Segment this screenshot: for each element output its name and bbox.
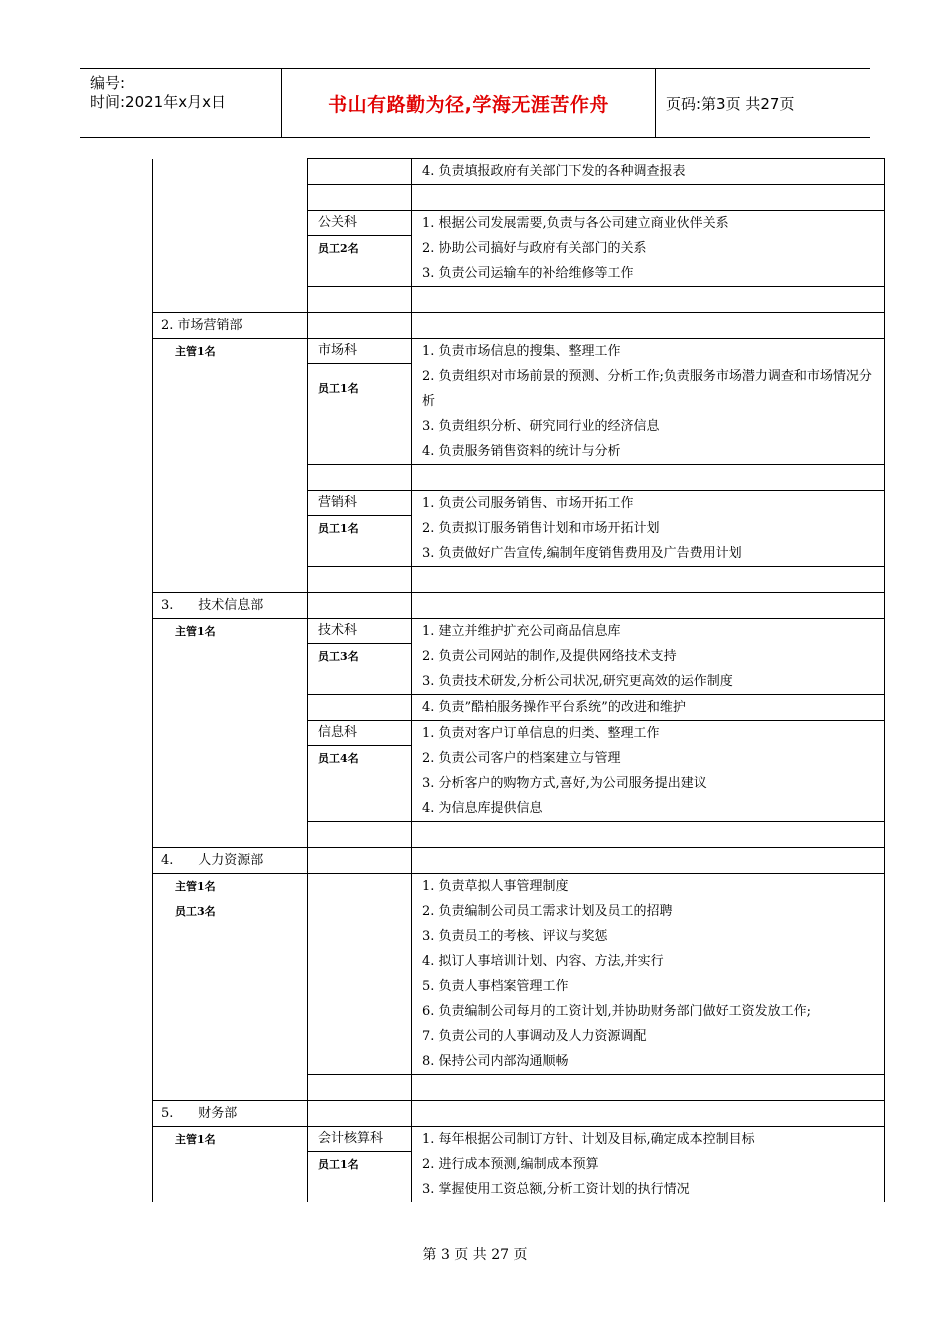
doc-time-label: 时间:2021年x月x日 [90, 93, 226, 111]
duty-item: 5. 负责人事档案管理工作 [422, 979, 569, 994]
manager-count: 主管1名 [175, 880, 216, 893]
duty-item: 2. 协助公司搞好与政府有关部门的关系 [422, 241, 647, 256]
duty-item: 3. 负责公司运输车的补给维修等工作 [422, 266, 634, 281]
duty-item: 1. 负责市场信息的搜集、整理工作 [422, 344, 621, 359]
duty-item: 8. 保持公司内部沟通顺畅 [422, 1054, 569, 1069]
section-pr [308, 211, 412, 287]
dept-title: 2. 市场营销部 [161, 318, 243, 333]
duty-item: 3. 分析客户的购物方式,喜好,为公司服务提出建议 [422, 776, 707, 791]
duty-item: 4. 负责填报政府有关部门下发的各种调查报表 [422, 164, 686, 179]
duty-item: 4. 为信息库提供信息 [422, 801, 543, 816]
duty-item: 4. 拟订人事培训计划、内容、方法,并实行 [422, 954, 664, 969]
page-header [80, 68, 870, 138]
duty-item: 2. 负责公司网站的制作,及提供网络技术支持 [422, 649, 677, 664]
staff-count: 员工4名 [318, 752, 359, 765]
org-table-wrapper [152, 158, 884, 1202]
duty-item: 2. 负责公司客户的档案建立与管理 [422, 751, 621, 766]
duty-item: 1. 根据公司发展需要,负责与各公司建立商业伙伴关系 [422, 216, 729, 231]
dept-title: 4. 人力资源部 [161, 853, 264, 868]
staff-count: 员工1名 [318, 522, 359, 535]
header-left-cell [80, 69, 282, 137]
section-info [308, 721, 412, 822]
duty-item: 3. 负责技术研发,分析公司状况,研究更高效的运作制度 [422, 674, 733, 689]
section-name: 技术科 [308, 619, 411, 644]
section-name: 市场科 [308, 339, 411, 364]
dept-title: 3. 技术信息部 [161, 598, 264, 613]
header-motto-cell [282, 69, 656, 137]
duty-item: 4. 负责服务销售资料的统计与分析 [422, 444, 621, 459]
manager-count: 主管1名 [175, 625, 216, 638]
duty-item: 2. 负责组织对市场前景的预测、分析工作;负责服务市场潜力调查和市场情况分析 [422, 369, 872, 409]
section-market [308, 339, 412, 465]
doc-number-label: 编号: [90, 74, 126, 92]
duty-item: 1. 负责公司服务销售、市场开拓工作 [422, 496, 634, 511]
section-name: 营销科 [308, 491, 411, 516]
duty-item: 1. 建立并维护扩充公司商品信息库 [422, 624, 621, 639]
duty-item: 1. 负责草拟人事管理制度 [422, 879, 569, 894]
dept-title: 5. 财务部 [161, 1106, 238, 1121]
header-page-cell [656, 69, 870, 137]
staff-count: 员工2名 [318, 242, 359, 255]
duty-item: 1. 负责对客户订单信息的归类、整理工作 [422, 726, 660, 741]
duty-item: 2. 负责拟订服务销售计划和市场开拓计划 [422, 521, 660, 536]
section-tech [308, 619, 412, 695]
page-footer: 第 3 页 共 27 页 [422, 1247, 528, 1263]
header-page-code: 页码:第3页 共27页 [666, 94, 795, 113]
duty-item: 3. 负责员工的考核、评议与奖惩 [422, 929, 608, 944]
duty-item: 6. 负责编制公司每月的工资计划,并协助财务部门做好工资发放工作; [422, 1004, 812, 1019]
section-name: 会计核算科 [308, 1127, 411, 1152]
staff-count: 员工3名 [175, 905, 216, 918]
duty-item: 3. 负责做好广告宣传,编制年度销售费用及广告费用计划 [422, 546, 742, 561]
duty-item: 7. 负责公司的人事调动及人力资源调配 [422, 1029, 647, 1044]
header-motto: 书山有路勤为径,学海无涯苦作舟 [328, 93, 609, 116]
duty-item: 3. 掌握使用工资总额,分析工资计划的执行情况 [422, 1182, 690, 1197]
duty-item: 2. 进行成本预测,编制成本预算 [422, 1157, 599, 1172]
section-name: 公关科 [308, 211, 411, 236]
org-duty-table [152, 158, 885, 1202]
section-sales [308, 491, 412, 567]
manager-count: 主管1名 [175, 1133, 216, 1146]
section-name: 信息科 [308, 721, 411, 746]
duty-item: 4. 负责”酷柏服务操作平台系统”的改进和维护 [422, 700, 686, 715]
staff-count: 员工1名 [318, 382, 359, 395]
duty-item: 2. 负责编制公司员工需求计划及员工的招聘 [422, 904, 673, 919]
section-accounting [308, 1127, 412, 1203]
duty-item: 3. 负责组织分析、研究同行业的经济信息 [422, 419, 660, 434]
duty-item: 1. 每年根据公司制订方针、计划及目标,确定成本控制目标 [422, 1132, 755, 1147]
staff-count: 员工3名 [318, 650, 359, 663]
manager-count: 主管1名 [175, 345, 216, 358]
staff-count: 员工1名 [318, 1158, 359, 1171]
